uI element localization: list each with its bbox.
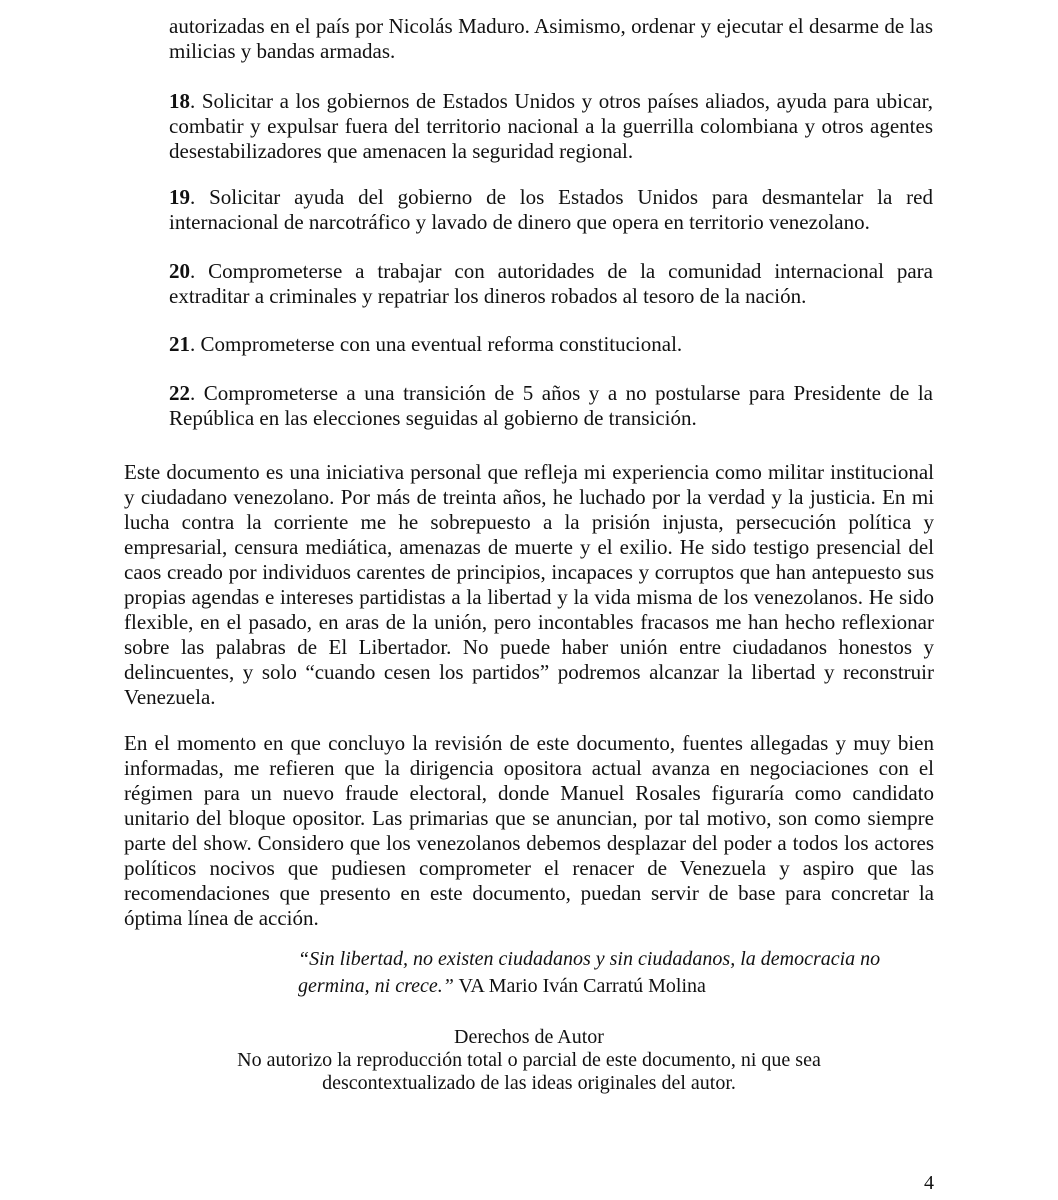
copyright-notice <box>124 1026 934 1095</box>
item-number: 22 <box>169 381 190 405</box>
quote-attribution: VA Mario Iván Carratú Molina <box>453 975 706 997</box>
item-text: . Comprometerse con una eventual reforma constitucional. <box>190 332 683 356</box>
body-paragraph-1: Este documento es una iniciativa personal que refleja mi experiencia como militar institucional y ciudadano venezolano. Por más de treinta años, he luchado por la verdad y la justicia. En mi lucha contra la corriente me he sobrepuesto a la prisión injusta, persecución política y empresarial, censura mediática, amenazas de muerte y el exilio. He sido testigo presencial del caos creado por individuos carentes de principios, incapaces y corruptos que han antepuesto sus propias agendas e intereses partidistas a la libertad y la vida misma de los venezolanos. He sido flexible, en el pasado, en aras de la unión, pero incontables fracasos me han hecho reflexionar sobre las palabras de El Libertador. No puede haber unión entre ciudadanos honestos y delincuentes, y solo “cuando cesen los partidos” podremos alcanzar la libertad y reconstruir Venezuela. <box>124 460 934 709</box>
item-text: . Comprometerse a una transición de 5 años y a no postularse para Presidente de la República en las elecciones seguidas al gobierno de transición. <box>169 381 933 430</box>
quote-text: “Sin libertad, no existen ciudadanos y sin ciudadanos, la democracia no germina, ni crece.” <box>298 948 881 997</box>
list-item-21 <box>169 332 933 357</box>
item-text: . Solicitar ayuda del gobierno de los Estados Unidos para desmantelar la red internacional de narcotráfico y lavado de dinero que opera en territorio venezolano. <box>169 185 933 234</box>
list-item-18 <box>169 89 933 164</box>
copyright-line-1: No autorizo la reproducción total o parcial de este documento, ni que sea <box>237 1049 821 1071</box>
list-item-20 <box>169 259 933 309</box>
copyright-line-2: descontextualizado de las ideas originales del autor. <box>322 1072 736 1094</box>
item-text: . Solicitar a los gobiernos de Estados Unidos y otros países aliados, ayuda para ubicar, combatir y expulsar fuera del territorio nacional a la guerrilla colombiana y otros agentes desestabilizadores que amenacen la seguridad regional. <box>169 89 933 163</box>
item-number: 21 <box>169 332 190 356</box>
continuation-paragraph <box>169 14 933 64</box>
list-item-19 <box>169 185 933 235</box>
copyright-title: Derechos de Autor <box>454 1026 604 1048</box>
item-number: 20 <box>169 259 190 283</box>
item-text: . Comprometerse a trabajar con autoridades de la comunidad internacional para extraditar a criminales y repatriar los dineros robados al tesoro de la nación. <box>169 259 933 308</box>
closing-quote <box>298 946 938 1000</box>
continuation-text: autorizadas en el país por Nicolás Maduro. Asimismo, ordenar y ejecutar el desarme de las milicias y bandas armadas. <box>169 14 933 63</box>
item-number: 18 <box>169 89 190 113</box>
item-number: 19 <box>169 185 190 209</box>
body-paragraph-2: En el momento en que concluyo la revisión de este documento, fuentes allegadas y muy bien informadas, me refieren que la dirigencia opositora actual avanza en negociaciones con el régimen para un nuevo fraude electoral, donde Manuel Rosales figuraría como candidato unitario del bloque opositor. Las primarias que se anuncian, por tal motivo, son como siempre parte del show. Considero que los venezolanos debemos desplazar del poder a todos los actores políticos nocivos que pudiesen comprometer el renacer de Venezuela y aspiro que las recomendaciones que presento en este documento, puedan servir de base para concretar la óptima línea de acción. <box>124 731 934 930</box>
list-item-22 <box>169 381 933 431</box>
page-number: 4 <box>924 1172 934 1194</box>
